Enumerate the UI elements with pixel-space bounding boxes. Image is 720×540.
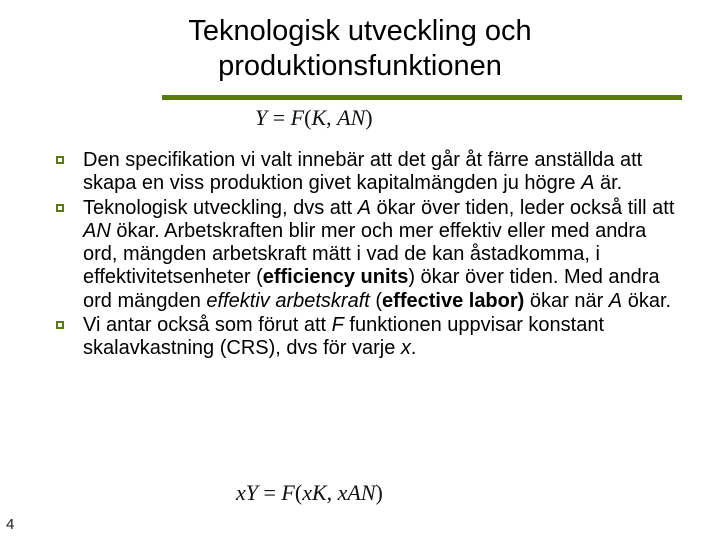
crs-formula: [236, 480, 383, 506]
slide-title-line-1: Teknologisk utveckling och: [188, 15, 532, 47]
italic-term: A: [608, 289, 623, 312]
formula-capital: xK: [302, 480, 327, 505]
bullet-list: [52, 149, 682, 362]
formula-equals: =: [267, 105, 291, 130]
italic-term: AN: [83, 219, 111, 242]
bullet-text: funktionen uppvisar konstant skalavkastning (CRS), dvs för varje: [83, 314, 605, 360]
production-function-formula: [255, 105, 373, 131]
formula-comma: ,: [326, 105, 338, 130]
italic-term: F: [331, 314, 344, 337]
slide-title-line-2: produktionsfunktionen: [218, 50, 502, 82]
bold-term: effective labor): [382, 289, 525, 312]
italic-term: x: [400, 337, 411, 360]
bold-term: efficiency units: [262, 266, 409, 289]
square-bullet-icon: [56, 321, 64, 329]
formula-equals: =: [258, 480, 282, 505]
formula-close-paren: ): [365, 105, 373, 130]
formula-effective-labor: xAN: [337, 480, 376, 505]
square-bullet-icon: [56, 156, 64, 164]
italic-term: effektiv arbetskraft: [206, 289, 370, 312]
title-divider: [162, 95, 682, 100]
formula-lhs: Y: [255, 105, 268, 130]
formula-close-paren: ): [375, 480, 383, 505]
formula-lhs: xY: [236, 480, 258, 505]
bullet-text: ökar över tiden, leder också till att: [370, 196, 675, 219]
bullet-text: ) ökar över tiden. Med andra ord mängden: [83, 266, 660, 312]
formula-function: F: [281, 480, 295, 505]
page-number: 4: [6, 516, 15, 533]
slide-title: [0, 14, 720, 84]
formula-comma: ,: [326, 480, 338, 505]
bullet-text: ökar när: [524, 289, 609, 312]
bullet-text: ökar. Arbetskraften blir mer och mer effektiv eller med andra ord, mängden arbetskraft mätt i vad de kan åstadkomma, i effektivitetsenheter (: [83, 219, 647, 289]
formula-open-paren: (: [304, 105, 312, 130]
italic-term: A: [357, 196, 371, 219]
bullet-text: .: [410, 337, 417, 360]
formula-open-paren: (: [294, 480, 303, 505]
bullet-text: är.: [594, 172, 623, 195]
formula-capital: K: [311, 105, 327, 130]
bullet-text: Den specifikation vi valt innebär att det går åt färre anställda att skapa en viss produktion givet kapitalmängden ju högre: [83, 149, 643, 195]
bullet-item-technological-progress: [52, 197, 682, 313]
square-bullet-icon: [56, 204, 64, 212]
bullet-item-constant-returns: [52, 314, 682, 361]
formula-effective-labor: AN: [337, 105, 366, 130]
bullet-text: (: [369, 289, 383, 312]
bullet-text: Vi antar också som förut att: [83, 314, 332, 337]
formula-function: F: [290, 105, 305, 130]
bullet-text: Teknologisk utveckling, dvs att: [83, 196, 358, 219]
bullet-item-specification: [52, 149, 682, 196]
italic-term: A: [581, 172, 595, 195]
bullet-text: ökar.: [622, 289, 672, 312]
